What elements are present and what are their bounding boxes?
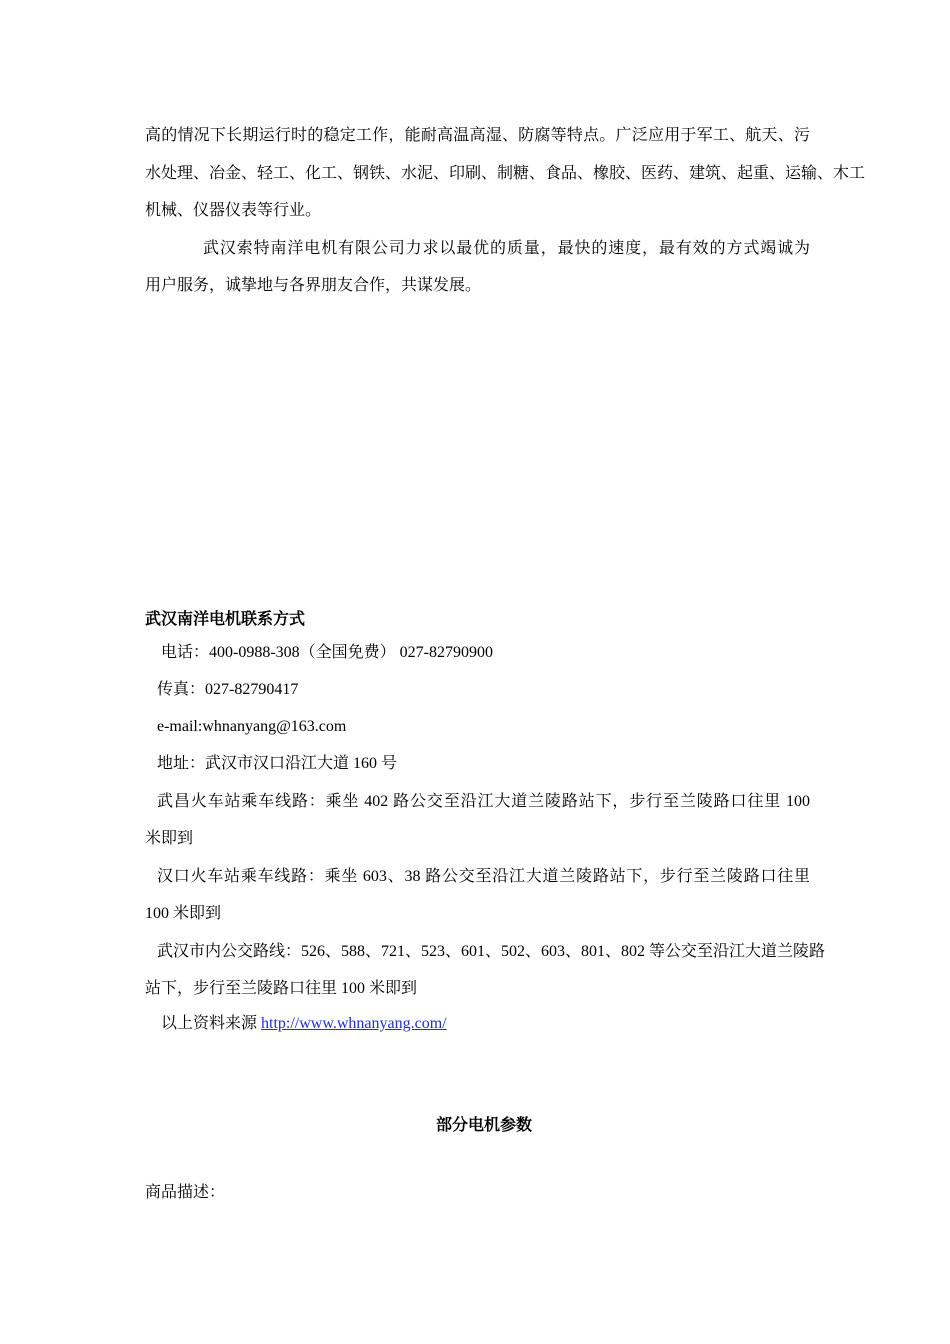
- intro-line-1: 高的情况下长期运行时的稳定工作，能耐高温高湿、防腐等特点。广泛应用于军工、航天、污: [145, 127, 810, 144]
- source-line: [161, 1013, 826, 1035]
- intro-line-3: 机械、仪器仪表等行业。: [145, 202, 322, 219]
- closing-line-1: 武汉索特南洋电机有限公司力求以最优的质量，最快的速度，最有效的方式竭诚为: [203, 240, 810, 257]
- contact-phone: 电话：400-0988-308（全国免费） 027-82790900: [161, 644, 493, 661]
- route-city-line-2: 站下，步行至兰陵路口往里 100 米即到: [145, 980, 418, 997]
- route-city-line-1: 武汉市内公交路线：526、588、721、523、601、502、603、801、802 等公交至沿江大道兰陵路: [157, 943, 826, 960]
- params-heading: 部分电机参数: [435, 1117, 532, 1134]
- closing-line-2: 用户服务，诚挚地与各界朋友合作，共谋发展。: [145, 277, 482, 294]
- route-wuchang-line-2: 米即到: [145, 830, 194, 847]
- route-hankou-line-2: 100 米即到: [145, 905, 222, 922]
- contact-email: e-mail:whnanyang@163.com: [157, 718, 347, 735]
- source-label: 以上资料来源: [161, 1015, 262, 1032]
- intro-line-2: 水处理、冶金、轻工、化工、钢铁、水泥、印刷、制糖、食品、橡胶、医药、建筑、起重、运输、木工: [145, 165, 866, 182]
- route-wuchang-line-1: 武昌火车站乘车线路：乘坐 402 路公交至沿江大道兰陵路站下，步行至兰陵路口往里 100: [157, 793, 810, 810]
- contact-fax: 传真：027-82790417: [157, 681, 299, 698]
- contact-heading: 武汉南洋电机联系方式: [145, 611, 306, 628]
- source-link[interactable]: http://www.whnanyang.com/: [261, 1015, 447, 1032]
- route-hankou-line-1: 汉口火车站乘车线路：乘坐 603、38 路公交至沿江大道兰陵路站下，步行至兰陵路口往里: [157, 868, 810, 885]
- contact-address: 地址：武汉市汉口沿江大道 160 号: [157, 755, 398, 772]
- description-label: 商品描述：: [145, 1184, 226, 1201]
